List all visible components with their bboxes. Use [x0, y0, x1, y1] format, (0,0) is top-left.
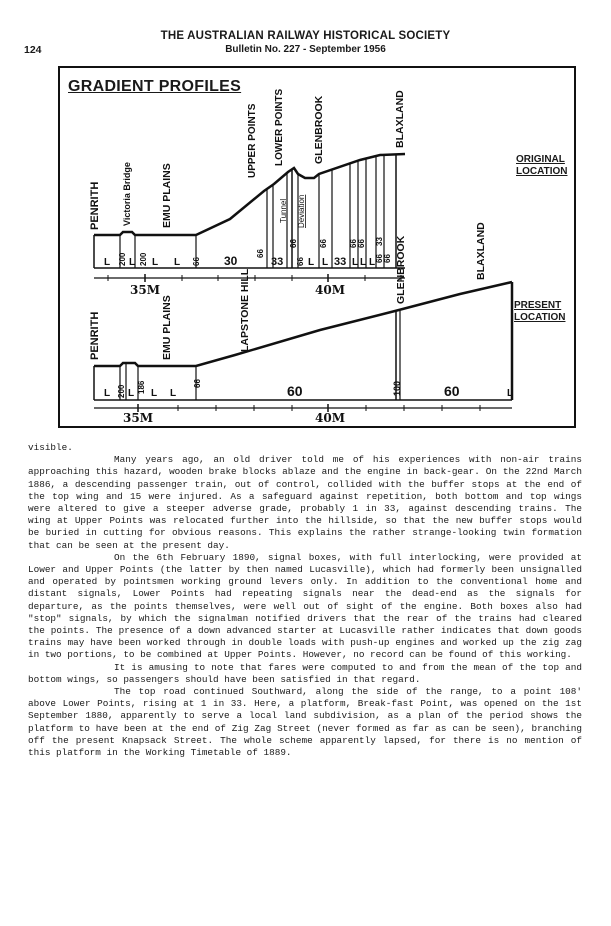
- page-number: 124: [24, 44, 42, 56]
- top-grade-33: 33: [271, 256, 284, 268]
- top-grade-66: 66: [319, 239, 328, 248]
- article-body: [28, 442, 582, 759]
- bottom-station-penrith: PENRITH: [89, 311, 101, 360]
- deviation-label: Deviation: [297, 194, 306, 228]
- original-location-label: [516, 154, 567, 178]
- paragraph: visible.: [28, 442, 73, 453]
- tunnel-label: Tunnel: [279, 198, 288, 223]
- bottom-milepost-40m: 40M: [315, 411, 345, 425]
- bottom-grade-l: L: [104, 388, 111, 399]
- bottom-grade-60: 60: [287, 383, 303, 399]
- bottom-grade-66: 66: [193, 379, 202, 388]
- paragraph: The top road continued Southward, along the side of the range, to a point 108' above Lower Points, rising at 1 in 33. Here, a platform, Break-fast Point, was opened on the 1st September 1880, apparently to serve a local land subdivision, as a plan of the period shows the platform to have been at the end of Zig Zag Street (never formed as far as can be seen), branching off the present Knapsack Street. The whole scheme apparently lapsed, for there is no mention of this platform in the Working Timetable of 1889.: [28, 686, 582, 759]
- gradient-profiles-drawing: [60, 68, 574, 426]
- present-location-label: [514, 300, 565, 324]
- top-station-penrith: PENRITH: [89, 181, 101, 230]
- top-grade-33: 33: [334, 256, 347, 268]
- present-label-line2: LOCATION: [514, 312, 566, 323]
- bottom-grade-l: L: [151, 388, 158, 399]
- top-station-blaxland: BLAXLAND: [394, 90, 406, 148]
- society-header: THE AUSTRALIAN RAILWAY HISTORICAL SOCIETY: [160, 30, 451, 42]
- original-label-line1: ORIGINAL: [516, 154, 565, 165]
- bottom-grade-60: 60: [444, 383, 460, 399]
- bottom-station-emu-plains: EMU PLAINS: [161, 295, 173, 360]
- top-grade-l: L: [174, 257, 181, 268]
- bottom-station-glenbrook: GLENBROOK: [395, 235, 407, 304]
- bottom-milepost-35m: 35M: [123, 411, 153, 425]
- bottom-grade-186: 186: [137, 380, 146, 394]
- paragraph: Many years ago, an old driver told me of his experiences with non-air trains approaching this hazard, wooden brake blocks ablaze and the engine in back-gear. On the 22nd March 1886, a descending passenger train, out of control, collided with the buffer stops at the end of the top wing and 15 were injured. As a safeguard against repetition, both bottom and top wings were altered to give a steeper adverse grade, probably 1 in 33, against descending trains. The wing at Upper Points was relocated further into the hillside, so that the new buffer stops would be buried in cutting for obvious reasons. This explains the rather strange-looking twin formation that can be seen at the present day.: [28, 454, 582, 551]
- top-grade-l: L: [322, 257, 329, 268]
- top-grade-l: L: [152, 257, 159, 268]
- top-grade-66: 66: [192, 257, 201, 266]
- top-grade-66: 66: [357, 239, 366, 248]
- top-grade-l: L: [104, 257, 111, 268]
- top-grade-33: 33: [375, 237, 384, 246]
- bottom-grade-l: L: [507, 388, 514, 399]
- bottom-grade-200: 200: [117, 384, 126, 398]
- top-grade-66: 66: [349, 239, 358, 248]
- bottom-station-blaxland: BLAXLAND: [475, 222, 487, 280]
- figure-title: GRADIENT PROFILES: [68, 78, 242, 95]
- top-grade-200: 200: [139, 252, 148, 266]
- top-grade-200: 200: [118, 252, 127, 266]
- gradient-profiles-figure: [58, 66, 576, 428]
- paragraph: On the 6th February 1890, signal boxes, with full interlocking, were provided at Lower and Upper Points (the latter by then named Lucasville), which had formerly been unsignalled and operated by pointsmen working ground levers only. In addition to the conventional home and distant signals, Lower Points had repeating signals near the dead-end as the signals for departure, as the points themselves, were well out of sight of the engine. Both boxes also had "stop" signals, by which the signalman notified drivers that the rear of the trains had cleared the points. The presence of a down advanced starter at Lucasville rather indicates that down goods trains may have been worked through in double loads with push-up engines and worked up the zig zag in two portions, to be combined at Upper Points. However, no record can be found of this working.: [28, 551, 582, 661]
- top-milepost-35m: 35M: [130, 283, 160, 297]
- top-grade-l: L: [369, 257, 376, 268]
- top-grade-66: 66: [383, 254, 392, 263]
- top-grade-66: 66: [296, 257, 305, 266]
- bottom-station-lapstone-hill: LAPSTONE HILL: [239, 268, 251, 352]
- paragraph: It is amusing to note that fares were computed to and from the mean of the top and bottom wings, so passengers should have been satisfied in that regard.: [28, 661, 582, 685]
- original-label-line2: LOCATION: [516, 166, 568, 177]
- bottom-grade-l: L: [128, 388, 135, 399]
- top-grade-66: 66: [256, 249, 265, 258]
- top-grade-66: 66: [375, 254, 384, 263]
- top-grade-66: 66: [289, 239, 298, 248]
- top-milepost-40m: 40M: [315, 283, 345, 297]
- bottom-grade-l: L: [170, 388, 177, 399]
- top-station-lower-points: LOWER POINTS: [274, 88, 285, 166]
- top-station-upper-points: UPPER POINTS: [247, 103, 258, 178]
- top-grade-30: 30: [224, 254, 238, 268]
- top-grade-l: L: [352, 257, 359, 268]
- top-station-emu-plains: EMU PLAINS: [161, 163, 173, 228]
- top-grade-l: L: [129, 257, 136, 268]
- top-station-glenbrook: GLENBROOK: [313, 95, 325, 164]
- top-grade-l: L: [308, 257, 315, 268]
- top-station-victoria-bridge: Victoria Bridge: [122, 162, 132, 226]
- top-grade-l: L: [360, 257, 367, 268]
- bulletin-header: Bulletin No. 227 - September 1956: [225, 44, 386, 55]
- present-label-line1: PRESENT: [514, 300, 562, 311]
- bottom-grade-100: 100: [392, 380, 402, 396]
